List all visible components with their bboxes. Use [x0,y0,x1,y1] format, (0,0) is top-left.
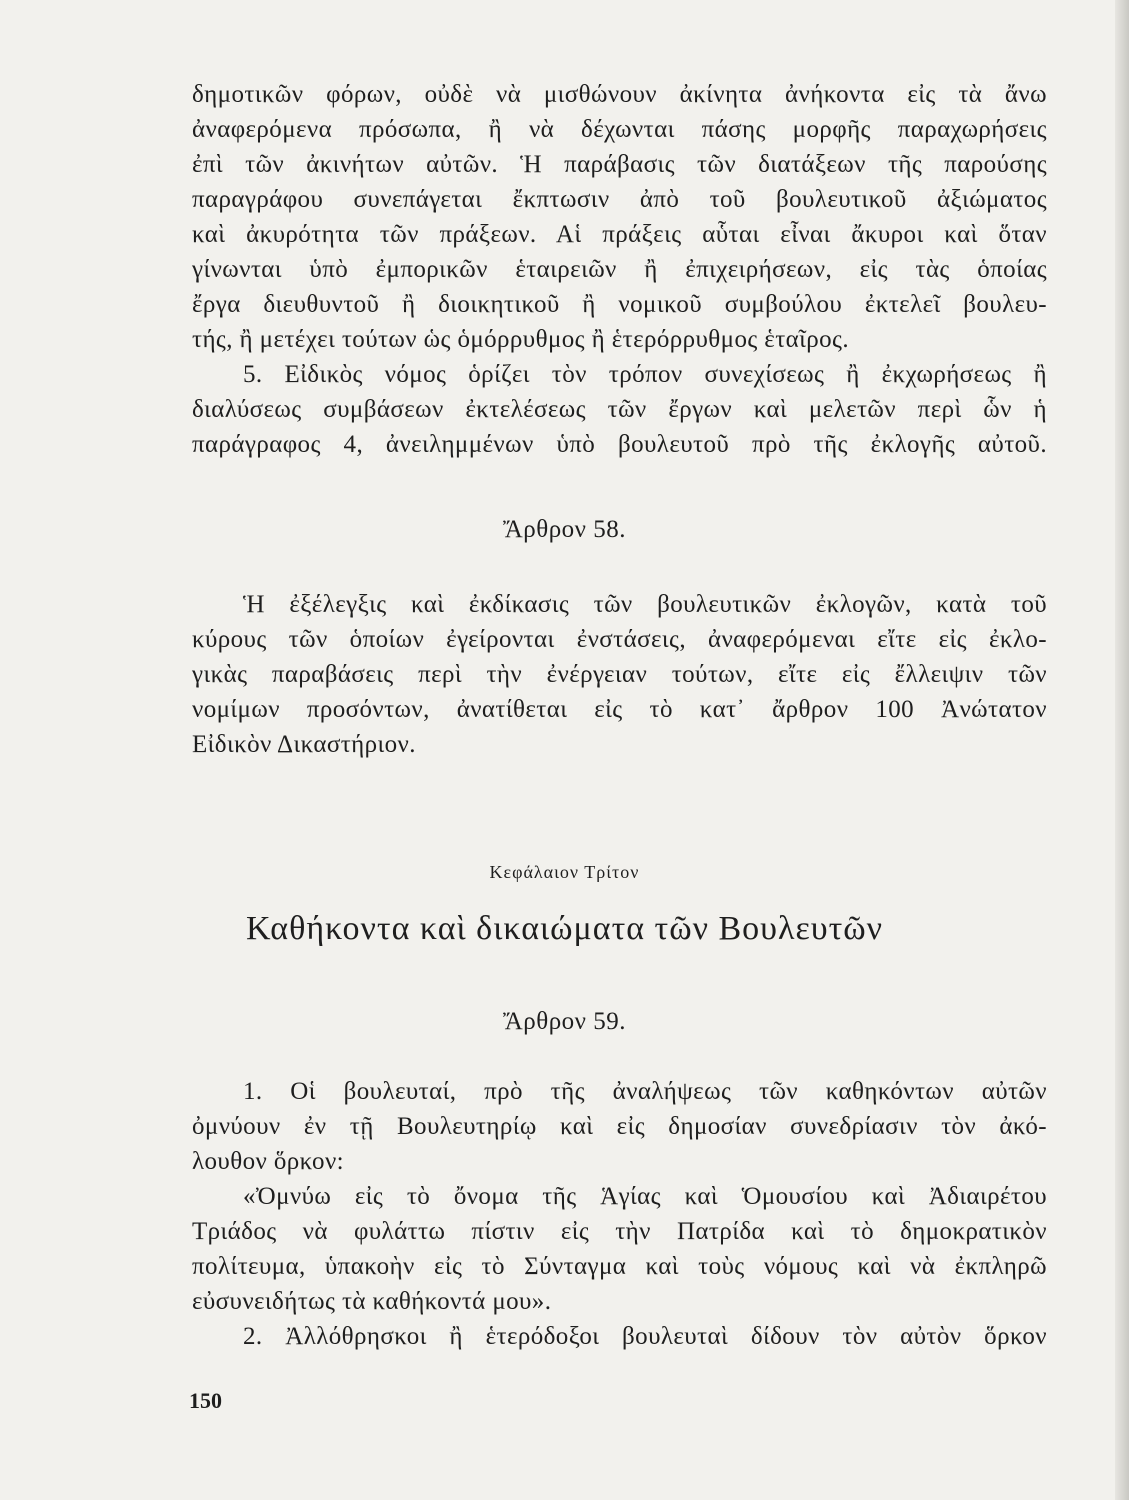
chapter-label: Κεφάλαιον Τρίτον [489,862,640,882]
text-line: καὶ ἀκυρότητα τῶν πράξεων. Αἱ πράξεις αὗται εἶναι ἄκυροι καὶ ὅταν [192,221,1047,248]
oath-text-line: Τριάδος νὰ φυλάττω πίστιν εἰς τὴν Πατρίδα καὶ τὸ δημοκρατικὸν [192,1218,1047,1245]
text-line: νομίμων προσόντων, ἀνατίθεται εἰς τὸ κατ᾿ ἄρθρον 100 Ἀνώτατον [192,696,1047,723]
text-line: 1. Οἱ βουλευταί, πρὸ τῆς ἀναλήψεως τῶν καθηκόντων αὐτῶν [243,1078,1047,1105]
text-line: Εἰδικὸν Δικαστήριον. [192,731,416,758]
oath-text-line: εὐσυνειδήτως τὰ καθήκοντά μου». [192,1288,552,1315]
text-line: λουθον ὅρκον: [192,1148,345,1175]
oath-text-line: «Ὀμνύω εἰς τὸ ὄνομα τῆς Ἁγίας καὶ Ὁμουσίου καὶ Ἀδιαιρέτου [243,1183,1047,1210]
text-line: τής, ἢ μετέχει τούτων ὡς ὁμόρρυθμος ἢ ἑτερόρρυθμος ἑταῖρος. [192,326,849,353]
text-line: Ἡ ἐξέλεγξις καὶ ἐκδίκασις τῶν βουλευτικῶν ἐκλογῶν, κατὰ τοῦ [243,591,1047,618]
page-edge-shadow [1115,0,1129,1500]
text-line: κύρους τῶν ὁποίων ἐγείρονται ἐνστάσεις, ἀναφερόμεναι εἴτε εἰς ἐκλο- [192,626,1047,653]
oath-text-line: πολίτευμα, ὑπακοὴν εἰς τὸ Σύνταγμα καὶ τοὺς νόμους καὶ νὰ ἐκπληρῶ [192,1253,1047,1280]
text-line: ἀναφερόμενα πρόσωπα, ἢ νὰ δέχωνται πάσης μορφῆς παραχωρήσεις [192,116,1047,143]
text-line: 5. Εἰδικὸς νόμος ὁρίζει τὸν τρόπον συνεχίσεως ἢ ἐκχωρήσεως ἢ [243,361,1047,388]
article-59-heading: Ἄρθρον 59. [502,1008,626,1035]
text-line: ὀμνύουν ἐν τῇ Βουλευτηρίῳ καὶ εἰς δημοσίαν συνεδρίασιν τὸν ἀκό- [192,1113,1047,1140]
text-line: παράγραφος 4, ἀνειλημμένων ὑπὸ βουλευτοῦ πρὸ τῆς ἐκλογῆς αὐτοῦ. [192,431,1047,458]
text-line: δημοτικῶν φόρων, οὐδὲ νὰ μισθώνουν ἀκίνητα ἀνήκοντα εἰς τὰ ἄνω [192,81,1047,108]
text-line: γίνωνται ὑπὸ ἐμπορικῶν ἑταιρειῶν ἢ ἐπιχειρήσεων, εἰς τὰς ὁποίας [192,256,1047,283]
text-line: παραγράφου συνεπάγεται ἔκπτωσιν ἀπὸ τοῦ βουλευτικοῦ ἀξιώματος [192,186,1047,213]
text-line: 2. Ἀλλόθρησκοι ἢ ἑτερόδοξοι βουλευταὶ δίδουν τὸν αὐτὸν ὅρκον [243,1323,1047,1350]
text-line: ἐπὶ τῶν ἀκινήτων αὐτῶν. Ἡ παράβασις τῶν διατάξεων τῆς παρούσης [192,151,1047,178]
text-line: γικὰς παραβάσεις περὶ τὴν ἐνέργειαν τούτων, εἴτε εἰς ἔλλειψιν τῶν [192,661,1047,688]
text-line: διαλύσεως συμβάσεων ἐκτελέσεως τῶν ἔργων καὶ μελετῶν περὶ ὧν ἡ [192,396,1047,423]
text-line: ἔργα διευθυντοῦ ἢ διοικητικοῦ ἢ νομικοῦ συμβούλου ἐκτελεῖ βουλευ- [192,291,1047,318]
page-number: 150 [189,1388,222,1413]
article-58-heading: Ἄρθρον 58. [502,516,626,543]
chapter-title: Καθήκοντα καὶ δικαιώματα τῶν Βουλευτῶν [245,910,883,947]
